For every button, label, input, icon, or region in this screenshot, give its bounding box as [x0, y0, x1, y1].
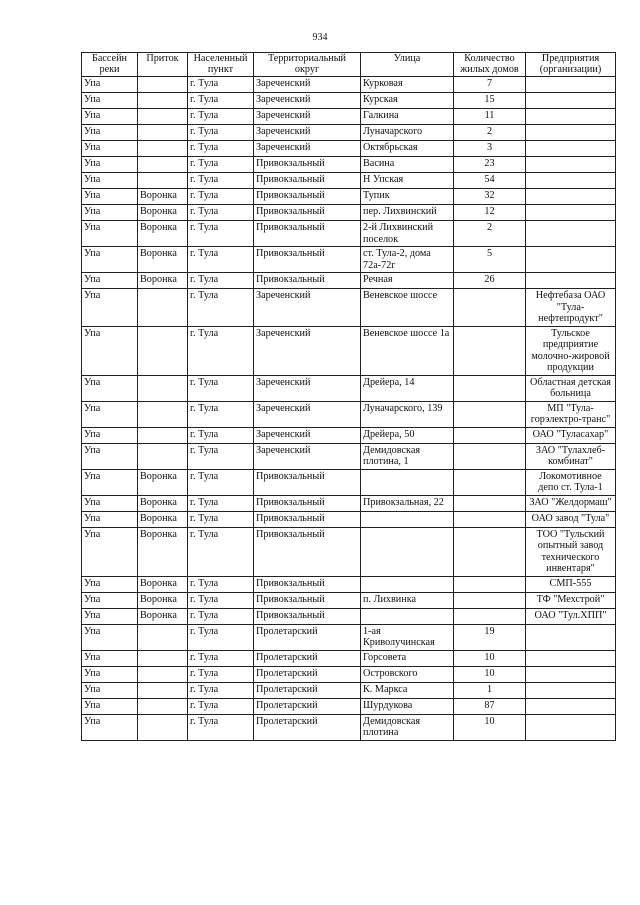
cell-settlement: г. Тула: [188, 157, 254, 173]
table-row: [82, 247, 616, 273]
table-row: [82, 173, 616, 189]
cell-district: Привокзальный: [254, 592, 361, 608]
table-row: [82, 592, 616, 608]
cell-street: 2-й Лихвинский поселок: [361, 221, 454, 247]
cell-tributary: Воронка: [138, 527, 188, 576]
page-number: 934: [312, 32, 328, 43]
cell-basin: Упа: [82, 650, 138, 666]
cell-basin: Упа: [82, 401, 138, 427]
cell-district: Привокзальный: [254, 511, 361, 527]
table-row: [82, 527, 616, 576]
cell-basin: Упа: [82, 469, 138, 495]
cell-house-count: [454, 401, 526, 427]
cell-basin: Упа: [82, 576, 138, 592]
cell-settlement: г. Тула: [188, 527, 254, 576]
cell-house-count: 15: [454, 93, 526, 109]
cell-settlement: г. Тула: [188, 511, 254, 527]
cell-street: Н Упская: [361, 173, 454, 189]
cell-street: [361, 608, 454, 624]
cell-tributary: Воронка: [138, 469, 188, 495]
cell-street: Речная: [361, 273, 454, 289]
cell-street: Луначарского: [361, 125, 454, 141]
table-row: [82, 427, 616, 443]
cell-settlement: г. Тула: [188, 93, 254, 109]
table-row: [82, 77, 616, 93]
cell-tributary: [138, 173, 188, 189]
cell-district: Зареченский: [254, 77, 361, 93]
cell-basin: Упа: [82, 624, 138, 650]
cell-district: Привокзальный: [254, 273, 361, 289]
cell-enterprise: [526, 141, 616, 157]
cell-district: Зареченский: [254, 289, 361, 327]
cell-street: Октябрьская: [361, 141, 454, 157]
cell-district: Зареченский: [254, 125, 361, 141]
cell-house-count: [454, 469, 526, 495]
cell-house-count: [454, 375, 526, 401]
cell-basin: Упа: [82, 125, 138, 141]
cell-settlement: г. Тула: [188, 682, 254, 698]
cell-tributary: [138, 157, 188, 173]
cell-tributary: Воронка: [138, 247, 188, 273]
rivers-table: [81, 52, 616, 741]
cell-district: Зареченский: [254, 401, 361, 427]
cell-tributary: Воронка: [138, 576, 188, 592]
cell-tributary: [138, 401, 188, 427]
cell-enterprise: [526, 189, 616, 205]
table-row: [82, 141, 616, 157]
cell-settlement: г. Тула: [188, 109, 254, 125]
cell-tributary: [138, 93, 188, 109]
cell-street: Васина: [361, 157, 454, 173]
cell-tributary: [138, 375, 188, 401]
cell-house-count: 54: [454, 173, 526, 189]
cell-settlement: г. Тула: [188, 173, 254, 189]
cell-district: Пролетарский: [254, 666, 361, 682]
cell-enterprise: Областная детская больница: [526, 375, 616, 401]
cell-tributary: [138, 109, 188, 125]
cell-district: Зареченский: [254, 443, 361, 469]
cell-enterprise: ОАО "Тул.ХПП": [526, 608, 616, 624]
cell-enterprise: [526, 77, 616, 93]
cell-district: Привокзальный: [254, 469, 361, 495]
cell-basin: Упа: [82, 173, 138, 189]
table-row: [82, 682, 616, 698]
cell-house-count: 19: [454, 624, 526, 650]
table-row: [82, 469, 616, 495]
cell-district: Зареченский: [254, 326, 361, 375]
cell-enterprise: [526, 109, 616, 125]
cell-tributary: [138, 427, 188, 443]
table-header-row: [82, 53, 616, 77]
cell-street: [361, 527, 454, 576]
table-row: [82, 109, 616, 125]
cell-enterprise: [526, 221, 616, 247]
cell-house-count: [454, 427, 526, 443]
cell-basin: Упа: [82, 443, 138, 469]
cell-settlement: г. Тула: [188, 326, 254, 375]
cell-enterprise: ОАО "Туласахар": [526, 427, 616, 443]
cell-house-count: 1: [454, 682, 526, 698]
cell-district: Пролетарский: [254, 714, 361, 740]
table-row: [82, 511, 616, 527]
cell-street: Курковая: [361, 77, 454, 93]
cell-tributary: Воронка: [138, 495, 188, 511]
header-basin: Бассейн реки: [82, 53, 138, 77]
cell-enterprise: [526, 650, 616, 666]
cell-enterprise: Локомотивное депо ст. Тула-1: [526, 469, 616, 495]
header-district: Территориальный округ: [254, 53, 361, 77]
cell-enterprise: [526, 698, 616, 714]
cell-basin: Упа: [82, 698, 138, 714]
cell-street: [361, 511, 454, 527]
table-row: [82, 205, 616, 221]
cell-settlement: г. Тула: [188, 125, 254, 141]
cell-house-count: 10: [454, 666, 526, 682]
cell-house-count: 32: [454, 189, 526, 205]
cell-house-count: [454, 326, 526, 375]
cell-enterprise: [526, 682, 616, 698]
cell-enterprise: [526, 173, 616, 189]
cell-street: пер. Лихвинский: [361, 205, 454, 221]
cell-street: Островского: [361, 666, 454, 682]
header-enterprises: Предприятия (организации): [526, 53, 616, 77]
cell-enterprise: ЗАО "Тулахлеб-комбинат": [526, 443, 616, 469]
cell-house-count: [454, 576, 526, 592]
cell-street: Луначарского, 139: [361, 401, 454, 427]
cell-district: Привокзальный: [254, 189, 361, 205]
cell-basin: Упа: [82, 109, 138, 125]
cell-tributary: Воронка: [138, 273, 188, 289]
cell-street: [361, 469, 454, 495]
cell-district: Привокзальный: [254, 608, 361, 624]
cell-basin: Упа: [82, 326, 138, 375]
cell-settlement: г. Тула: [188, 714, 254, 740]
cell-district: Зареченский: [254, 141, 361, 157]
cell-settlement: г. Тула: [188, 576, 254, 592]
cell-district: Зареченский: [254, 375, 361, 401]
cell-tributary: Воронка: [138, 608, 188, 624]
header-tributary: Приток: [138, 53, 188, 77]
cell-basin: Упа: [82, 495, 138, 511]
cell-street: Курская: [361, 93, 454, 109]
cell-tributary: [138, 326, 188, 375]
cell-district: Привокзальный: [254, 527, 361, 576]
cell-house-count: 23: [454, 157, 526, 173]
cell-enterprise: [526, 624, 616, 650]
cell-house-count: [454, 527, 526, 576]
cell-settlement: г. Тула: [188, 141, 254, 157]
cell-tributary: Воронка: [138, 205, 188, 221]
table-row: [82, 375, 616, 401]
cell-district: Привокзальный: [254, 205, 361, 221]
table-row: [82, 495, 616, 511]
cell-settlement: г. Тула: [188, 495, 254, 511]
cell-settlement: г. Тула: [188, 666, 254, 682]
cell-tributary: [138, 141, 188, 157]
cell-house-count: 10: [454, 714, 526, 740]
cell-basin: Упа: [82, 666, 138, 682]
cell-district: Пролетарский: [254, 650, 361, 666]
cell-house-count: 5: [454, 247, 526, 273]
cell-enterprise: СМП-555: [526, 576, 616, 592]
cell-house-count: 7: [454, 77, 526, 93]
table-row: [82, 401, 616, 427]
cell-settlement: г. Тула: [188, 77, 254, 93]
cell-house-count: 26: [454, 273, 526, 289]
cell-enterprise: [526, 125, 616, 141]
cell-street: п. Лихвинка: [361, 592, 454, 608]
cell-house-count: [454, 495, 526, 511]
cell-street: ст. Тула-2, дома 72а-72г: [361, 247, 454, 273]
cell-street: Веневское шоссе 1а: [361, 326, 454, 375]
cell-street: Дрейера, 14: [361, 375, 454, 401]
table-row: [82, 714, 616, 740]
cell-house-count: 10: [454, 650, 526, 666]
cell-settlement: г. Тула: [188, 189, 254, 205]
cell-district: Зареченский: [254, 109, 361, 125]
cell-settlement: г. Тула: [188, 401, 254, 427]
cell-basin: Упа: [82, 247, 138, 273]
cell-house-count: [454, 511, 526, 527]
cell-enterprise: [526, 93, 616, 109]
cell-tributary: [138, 289, 188, 327]
cell-settlement: г. Тула: [188, 221, 254, 247]
cell-tributary: [138, 666, 188, 682]
cell-settlement: г. Тула: [188, 608, 254, 624]
cell-basin: Упа: [82, 427, 138, 443]
cell-house-count: 3: [454, 141, 526, 157]
cell-basin: Упа: [82, 682, 138, 698]
cell-district: Зареченский: [254, 93, 361, 109]
cell-settlement: г. Тула: [188, 427, 254, 443]
cell-tributary: Воронка: [138, 592, 188, 608]
cell-basin: Упа: [82, 157, 138, 173]
table-row: [82, 273, 616, 289]
cell-basin: Упа: [82, 289, 138, 327]
cell-district: Зареченский: [254, 427, 361, 443]
cell-tributary: [138, 125, 188, 141]
cell-basin: Упа: [82, 221, 138, 247]
cell-basin: Упа: [82, 189, 138, 205]
table-row: [82, 125, 616, 141]
cell-enterprise: Тульское предприятие молочно-жировой продукции: [526, 326, 616, 375]
cell-district: Привокзальный: [254, 495, 361, 511]
cell-tributary: [138, 443, 188, 469]
header-settlement: Населенный пункт: [188, 53, 254, 77]
cell-street: Привокзальная, 22: [361, 495, 454, 511]
cell-settlement: г. Тула: [188, 443, 254, 469]
cell-tributary: [138, 682, 188, 698]
cell-settlement: г. Тула: [188, 375, 254, 401]
table-row: [82, 698, 616, 714]
header-street: Улица: [361, 53, 454, 77]
cell-enterprise: [526, 273, 616, 289]
cell-enterprise: МП "Тула-горэлектро-транс": [526, 401, 616, 427]
cell-district: Пролетарский: [254, 624, 361, 650]
cell-house-count: [454, 592, 526, 608]
cell-enterprise: ТОО "Тульский опытный завод технического инвентаря": [526, 527, 616, 576]
cell-enterprise: ЗАО "Желдормаш": [526, 495, 616, 511]
cell-street: Шурдукова: [361, 698, 454, 714]
table-row: [82, 93, 616, 109]
cell-settlement: г. Тула: [188, 624, 254, 650]
cell-basin: Упа: [82, 375, 138, 401]
cell-district: Привокзальный: [254, 576, 361, 592]
cell-street: [361, 576, 454, 592]
cell-street: Горсовета: [361, 650, 454, 666]
table-row: [82, 157, 616, 173]
cell-street: Тупик: [361, 189, 454, 205]
cell-district: Привокзальный: [254, 157, 361, 173]
table-row: [82, 608, 616, 624]
cell-district: Пролетарский: [254, 682, 361, 698]
cell-settlement: г. Тула: [188, 247, 254, 273]
cell-house-count: 12: [454, 205, 526, 221]
cell-tributary: Воронка: [138, 511, 188, 527]
cell-district: Пролетарский: [254, 698, 361, 714]
cell-enterprise: [526, 205, 616, 221]
cell-tributary: [138, 650, 188, 666]
cell-house-count: 2: [454, 221, 526, 247]
cell-district: Привокзальный: [254, 247, 361, 273]
table-row: [82, 650, 616, 666]
cell-street: Демидовская плотина, 1: [361, 443, 454, 469]
table-row: [82, 624, 616, 650]
cell-enterprise: [526, 247, 616, 273]
cell-district: Привокзальный: [254, 173, 361, 189]
cell-street: 1-ая Криволучинская: [361, 624, 454, 650]
header-house-count: Количество жилых домов: [454, 53, 526, 77]
table-body: [82, 77, 616, 741]
cell-basin: Упа: [82, 527, 138, 576]
cell-enterprise: [526, 714, 616, 740]
cell-house-count: [454, 289, 526, 327]
cell-house-count: 2: [454, 125, 526, 141]
cell-settlement: г. Тула: [188, 469, 254, 495]
table-row: [82, 326, 616, 375]
table-row: [82, 576, 616, 592]
cell-settlement: г. Тула: [188, 273, 254, 289]
cell-basin: Упа: [82, 714, 138, 740]
cell-settlement: г. Тула: [188, 650, 254, 666]
cell-settlement: г. Тула: [188, 592, 254, 608]
table-row: [82, 443, 616, 469]
cell-tributary: [138, 698, 188, 714]
cell-basin: Упа: [82, 205, 138, 221]
cell-house-count: 11: [454, 109, 526, 125]
cell-basin: Упа: [82, 141, 138, 157]
cell-enterprise: ТФ "Мехстрой": [526, 592, 616, 608]
cell-house-count: [454, 443, 526, 469]
cell-tributary: Воронка: [138, 221, 188, 247]
cell-settlement: г. Тула: [188, 289, 254, 327]
cell-tributary: Воронка: [138, 189, 188, 205]
cell-street: Демидовская плотина: [361, 714, 454, 740]
cell-basin: Упа: [82, 511, 138, 527]
cell-street: К. Маркса: [361, 682, 454, 698]
cell-enterprise: [526, 666, 616, 682]
cell-basin: Упа: [82, 273, 138, 289]
cell-district: Привокзальный: [254, 221, 361, 247]
cell-basin: Упа: [82, 77, 138, 93]
cell-tributary: [138, 77, 188, 93]
cell-street: Галкина: [361, 109, 454, 125]
cell-settlement: г. Тула: [188, 698, 254, 714]
table-row: [82, 666, 616, 682]
table-row: [82, 189, 616, 205]
cell-street: Веневское шоссе: [361, 289, 454, 327]
cell-enterprise: [526, 157, 616, 173]
cell-basin: Упа: [82, 592, 138, 608]
cell-house-count: [454, 608, 526, 624]
table-row: [82, 289, 616, 327]
cell-tributary: [138, 624, 188, 650]
cell-enterprise: Нефтебаза ОАО "Тула-нефтепродукт": [526, 289, 616, 327]
cell-house-count: 87: [454, 698, 526, 714]
cell-street: Дрейера, 50: [361, 427, 454, 443]
cell-settlement: г. Тула: [188, 205, 254, 221]
cell-enterprise: ОАО завод "Тула": [526, 511, 616, 527]
cell-basin: Упа: [82, 608, 138, 624]
cell-basin: Упа: [82, 93, 138, 109]
table-row: [82, 221, 616, 247]
cell-tributary: [138, 714, 188, 740]
